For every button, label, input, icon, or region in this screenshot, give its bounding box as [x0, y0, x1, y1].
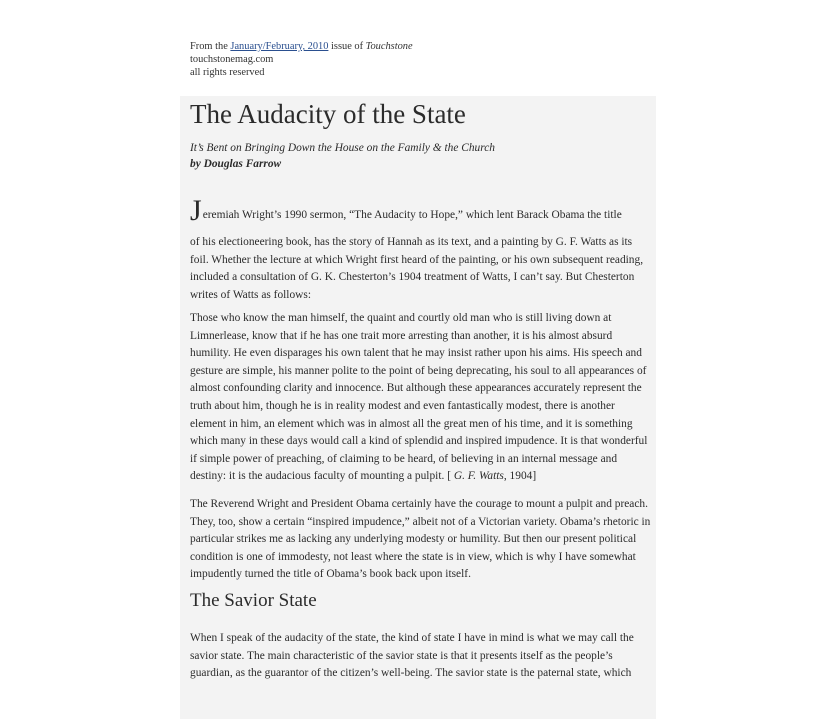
- block-quote: [190, 310, 652, 486]
- article-subtitle: It’s Bent on Bringing Down the House on the Family & the Church: [190, 142, 495, 154]
- site-name: touchstonemag.com: [190, 54, 274, 65]
- source-header: [190, 40, 650, 79]
- drop-cap: J: [190, 194, 202, 227]
- rights-notice: all rights reserved: [190, 67, 265, 78]
- issue-suffix: issue of: [328, 41, 366, 52]
- magazine-name: Touchstone: [365, 41, 413, 52]
- source-line: [190, 40, 650, 53]
- opening-line: [190, 196, 650, 226]
- article-byline: by Douglas Farrow: [190, 158, 282, 170]
- paragraph-3: When I speak of the audacity of the state, the kind of state I have in mind is what we may call the savior state. The main characteristic of the savior state is that it presents itself as the people’s guardian, as the guarantor of the citizen’s well-being. The savior state is the paternal state, which: [190, 632, 634, 680]
- quote-text: Those who know the man himself, the quaint and courtly old man who is still living down at Limnerlease, know that if he has one trait more arresting than another, it is his almost absurd humility. He even disparages his own talent that he may insist rather upon his aims. His speech and gesture are simple, his manner polite to the point of being deprecating, his soul to all appearances of almost confounding clarity and innocence. But although these appearances accurately represent the truth about him, though he is in reality modest and even fantastically modest, there is another element in him, an element which was in almost all the great men of his time, and it is something which many in these days would call a kind of splendid and inspired impudence. It is that wonderful if simple power of preaching, of claiming to be heard, of believing in an internal message and destiny: it is the audacious faculty of mounting a pulpit. [: [190, 312, 648, 483]
- paragraph-1: of his electioneering book, has the story of Hannah as its text, and a painting by G. F. Watts as its foil. Whether the lecture at which Wright first heard of the painting, or his own subsequent reading, included a consultation of G. K. Chesterton’s 1904 treatment of Watts, I can’t say. But Chesterton writes of Watts as follows:: [190, 236, 644, 301]
- issue-link[interactable]: January/February, 2010: [230, 41, 329, 52]
- paragraph-2: The Reverend Wright and President Obama certainly have the courage to mount a pulpit and preach. They, too, show a certain “inspired impudence,” albeit not of a Victorian variety. Obama’s rhetoric in particular strikes me as lacking any underlying modesty or humility. But then our present political condition is one of immodesty, not least where the state is in view, which is why I have somewhat impudently turned the title of Obama’s book back upon itself.: [190, 498, 651, 581]
- from-prefix: From the: [190, 41, 231, 52]
- article-title: The Audacity of the State: [190, 99, 466, 129]
- section-heading: The Savior State: [190, 590, 317, 611]
- quote-citation: G. F. Watts: [451, 470, 504, 483]
- opening-line-text: eremiah Wright’s 1990 sermon, “The Audacity to Hope,” which lent Barack Obama the title: [202, 209, 622, 221]
- quote-end: , 1904]: [503, 470, 537, 483]
